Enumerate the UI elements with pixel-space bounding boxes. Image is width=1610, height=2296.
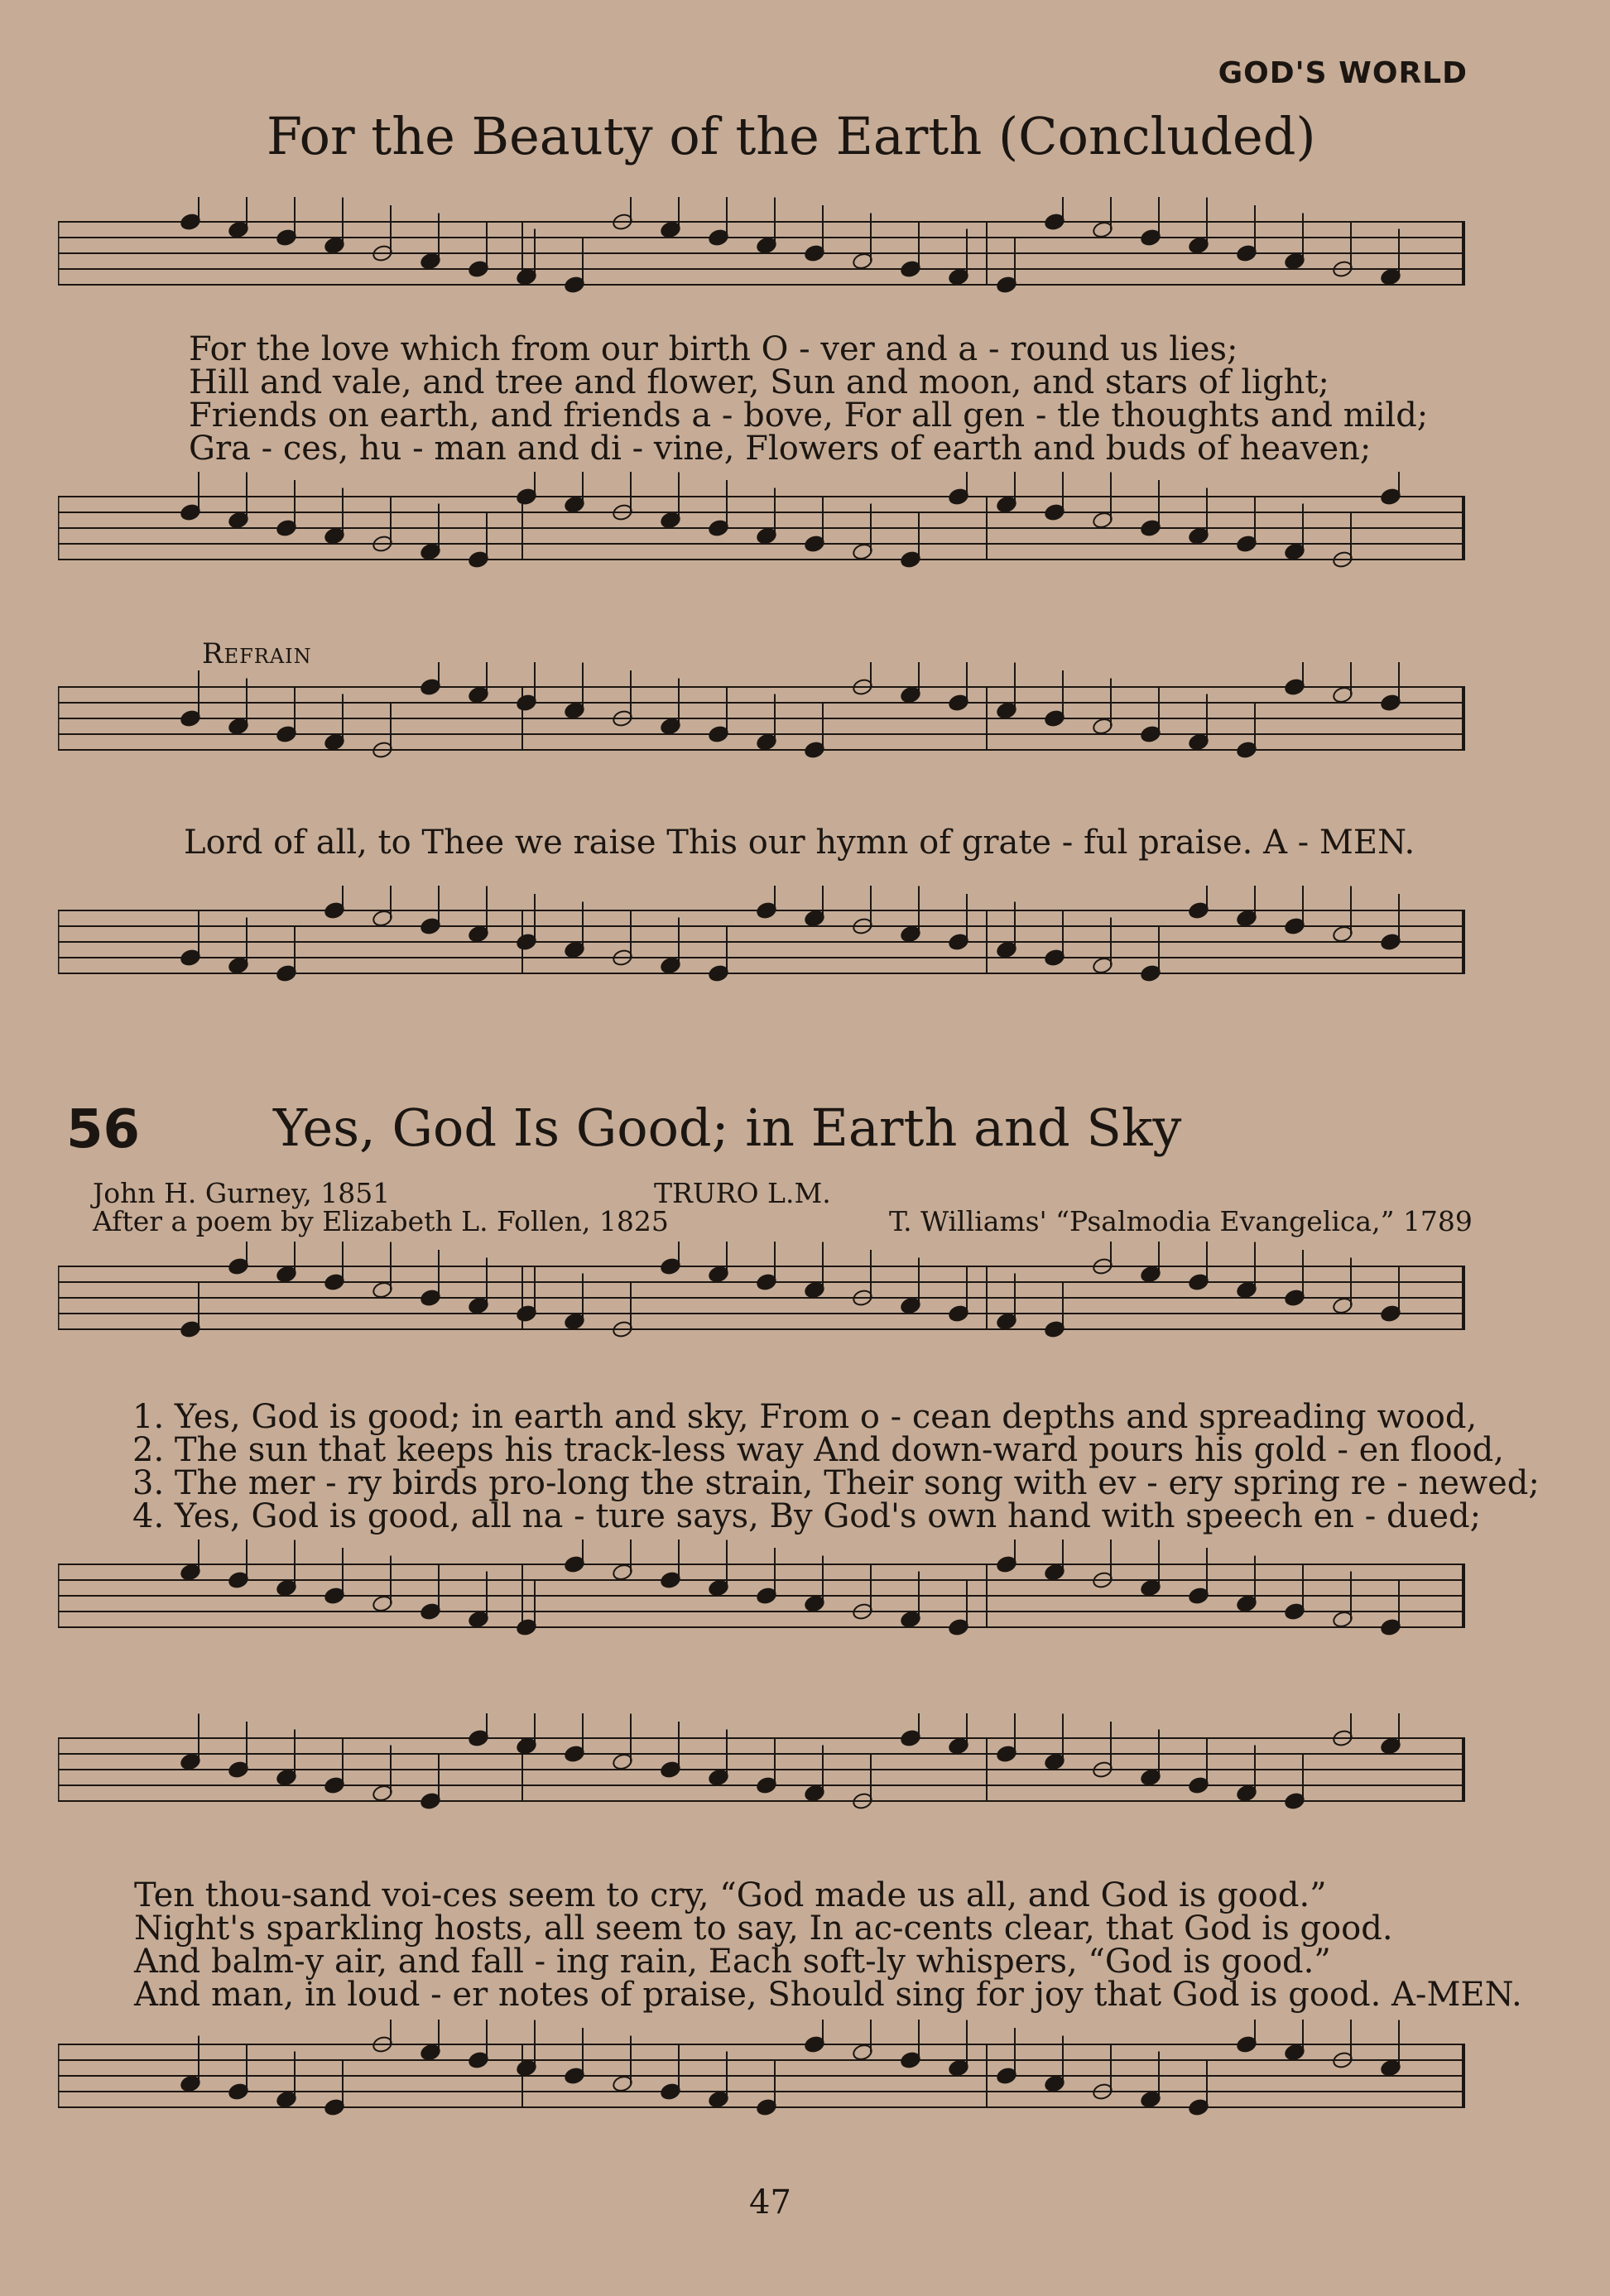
tune-source: T. Williams' “Psalmodia Evangelica,” 1789 xyxy=(889,1205,1473,1237)
verse-line-2: 2. The sun that keeps his track-less way And down-ward pours his gold - en flood, xyxy=(132,1431,1504,1469)
page-title: For the Beauty of the Earth (Concluded) xyxy=(267,106,1316,166)
verse-line-3: And balm-y air, and fall - ing rain, Each soft-ly whispers, “God is good.” xyxy=(134,1943,1331,1981)
page-number: 47 xyxy=(749,2183,791,2222)
author-credit: John H. Gurney, 1851 xyxy=(93,1177,391,1209)
tune-name: TRURO L.M. xyxy=(654,1177,831,1209)
hymn-number: 56 xyxy=(66,1099,141,1160)
verse-line-4: Gra - ces, hu - man and di - vine, Flowers of earth and buds of heaven; xyxy=(189,430,1372,468)
staff-notes-4t xyxy=(58,1713,1465,1862)
after-credit: After a poem by Elizabeth L. Follen, 1825 xyxy=(93,1205,669,1237)
treble-staff xyxy=(58,1713,1465,1862)
staff-notes-1b xyxy=(58,472,1465,612)
treble-staff xyxy=(58,197,1465,338)
verse-line-4: And man, in loud - er notes of praise, Should sing for joy that God is good. A-MEN. xyxy=(134,1976,1522,2014)
hymn-title: Yes, God Is Good; in Earth and Sky xyxy=(273,1098,1182,1158)
refrain-lyrics: Lord of all, to Thee we raise This our hymn of grate - ful praise. A - MEN. xyxy=(184,824,1415,862)
bass-staff xyxy=(58,472,1465,612)
verse-line-1: Ten thou-sand voi-ces seem to cry, “God made us all, and God is good.” xyxy=(134,1876,1327,1914)
verse-line-1: For the love which from our birth O - ver and a - round us lies; xyxy=(189,330,1238,368)
verse-line-2: Hill and vale, and tree and flower, Sun and moon, and stars of light; xyxy=(189,363,1329,401)
staff-notes-2t xyxy=(58,662,1465,803)
verse-line-2: Night's sparkling hosts, all seem to say, In ac-cents clear, that God is good. xyxy=(134,1909,1393,1948)
treble-staff xyxy=(58,1242,1465,1391)
staff-notes-4b xyxy=(58,2020,1465,2169)
staff-notes-3b xyxy=(58,1539,1465,1688)
verse-line-3: Friends on earth, and friends a - bove, For all gen - tle thoughts and mild; xyxy=(189,396,1429,435)
bass-staff xyxy=(58,886,1465,1026)
refrain-label: Refrain xyxy=(202,637,312,670)
section-heading: GOD'S WORLD xyxy=(1218,56,1468,90)
staff-notes-1t xyxy=(58,197,1465,338)
verse-line-1: 1. Yes, God is good; in earth and sky, From o - cean depths and spreading wood, xyxy=(132,1398,1478,1436)
verse-line-3: 3. The mer - ry birds pro-long the strain, Their song with ev - ery spring re - newed; xyxy=(132,1464,1540,1502)
bass-staff xyxy=(58,2020,1465,2169)
bass-staff xyxy=(58,1539,1465,1688)
staff-notes-3t xyxy=(58,1242,1465,1391)
staff-notes-2b xyxy=(58,886,1465,1026)
verse-line-4: 4. Yes, God is good, all na - ture says, By God's own hand with speech en - dued; xyxy=(132,1497,1482,1535)
treble-staff xyxy=(58,662,1465,803)
